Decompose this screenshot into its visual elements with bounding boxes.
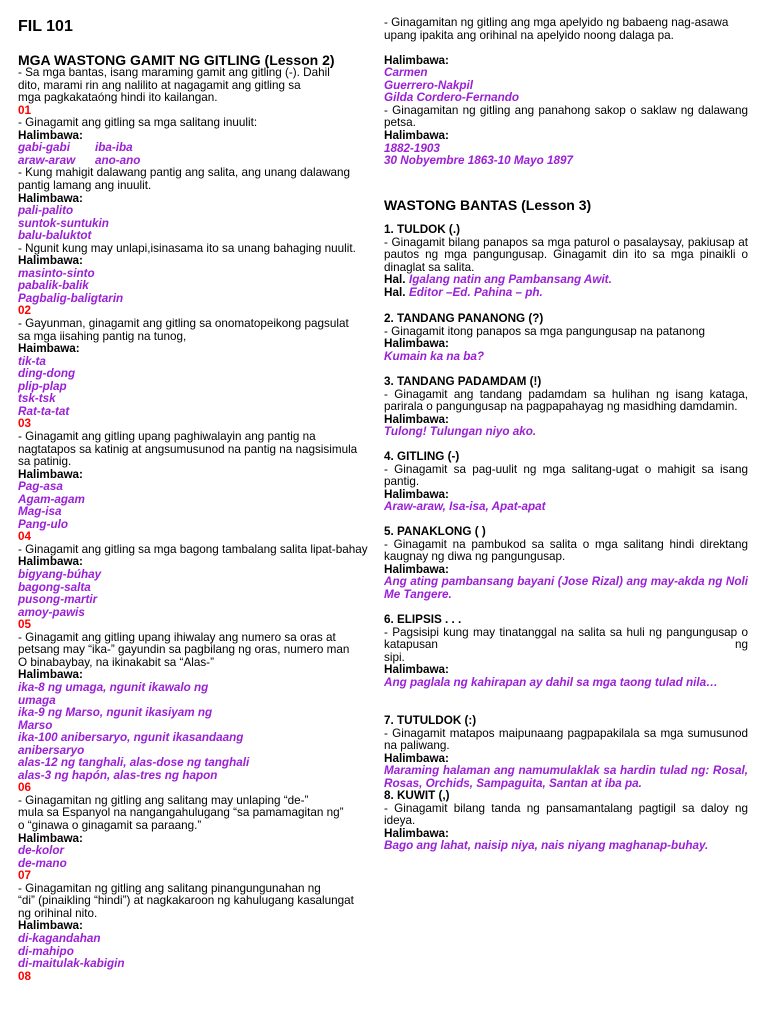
example-item: anibersaryo bbox=[18, 743, 85, 757]
example-item: de-kolor bbox=[18, 844, 65, 858]
example-item: Mag-isa bbox=[18, 505, 62, 519]
lesson2-title: MGA WASTONG GAMIT NG GITLING (Lesson 2) bbox=[18, 52, 335, 68]
example-label: Hal. bbox=[384, 285, 406, 299]
example-item: Tulong! Tulungan niyo ako. bbox=[384, 425, 537, 439]
example-item: bagong-salta bbox=[18, 580, 91, 594]
example-item: ding-dong bbox=[18, 367, 76, 381]
example-label: Haimbawa: bbox=[18, 342, 80, 356]
rule-description: - Ginagamit ang gitling upang ihiwalay ang numero sa oras at bbox=[18, 630, 336, 644]
example-label: Hal. bbox=[384, 273, 406, 287]
example-item: Ang ating pambansang bayani (Jose Rizal) ang may-akda ng Noli bbox=[384, 576, 748, 589]
example-label: Halimbawa: bbox=[384, 751, 449, 765]
lesson3-title: WASTONG BANTAS (Lesson 3) bbox=[384, 197, 592, 213]
example-label: Halimbawa: bbox=[18, 555, 83, 569]
example-item: 1882-1903 bbox=[384, 141, 440, 155]
section-heading: 8. KUWIT (,) bbox=[384, 789, 450, 802]
rule-description: nagtatapos sa katinig at angsumusunod na pantig na nagsisimula bbox=[18, 442, 358, 456]
example-label: Halimbawa: bbox=[384, 412, 449, 426]
example-label: Halimbawa: bbox=[18, 191, 83, 205]
rule-description: - Ginagamitan ng gitling ang mga apelyido ng babaeng nag-asawa bbox=[384, 16, 729, 29]
rule-description: - Ngunit kung may unlapi,isinasama ito sa unang bahaging nuulit. bbox=[18, 241, 356, 255]
example-item: masinto-sinto bbox=[18, 266, 95, 280]
example-item: suntok-suntukin bbox=[18, 216, 109, 230]
example-label: Halimbawa: bbox=[18, 254, 83, 268]
intro-text: - Sa mga bantas, isang maraming gamit ang gitling (-). Dahil bbox=[18, 66, 330, 79]
rule-number: 06 bbox=[18, 781, 32, 795]
example-label: Halimbawa: bbox=[384, 53, 449, 67]
example-label: Halimbawa: bbox=[18, 919, 83, 933]
section-description: - Ginagamit bilang tanda ng pansamantalang pagtigil sa daloy ng bbox=[384, 802, 748, 815]
section-heading: 2. TANDANG PANANONG (?) bbox=[384, 312, 544, 325]
rule-description: pantig lamang ang inuulit. bbox=[18, 178, 152, 192]
section-description: - Ginagamit bilang panapos sa mga paturol o pasalaysay, pakiusap at bbox=[384, 236, 748, 249]
section-description: katapusan ng bbox=[384, 639, 748, 652]
example-item: tsk-tsk bbox=[18, 392, 56, 406]
example-item: pali-palito bbox=[18, 204, 74, 218]
example-item: 30 Nobyembre 1863-10 Mayo 1897 bbox=[384, 154, 574, 168]
section-description: na paliwang. bbox=[384, 739, 450, 753]
example-item: balu-baluktot bbox=[18, 229, 92, 243]
section-heading: 6. ELIPSIS . . . bbox=[384, 613, 462, 626]
rule-description: - Ginagamitan ng gitling ang salitang pinangungunahan ng bbox=[18, 881, 321, 895]
example-item: plip-plap bbox=[18, 379, 67, 393]
section-description: - Ginagamit matapos maipunaang pagpapakilala sa mga sumusunod bbox=[384, 727, 748, 740]
example-item: Guerrero-Nakpil bbox=[384, 78, 473, 92]
example-item: Marso bbox=[18, 718, 53, 732]
example-item: iba-iba bbox=[95, 141, 133, 155]
example-item: Pag-asa bbox=[18, 480, 63, 494]
section-description: sipi. bbox=[384, 650, 405, 664]
rule-description: - Kung mahigit dalawang pantig ang salita, ang unang dalawang bbox=[18, 166, 351, 180]
example-label: Halimbawa: bbox=[384, 826, 449, 840]
rule-number: 07 bbox=[18, 869, 32, 883]
section-heading: 3. TANDANG PADAMDAM (!) bbox=[384, 375, 542, 388]
example-item: Maraming halaman ang namumulaklak sa hardin tulad ng: Rosal, bbox=[384, 765, 748, 778]
example-item: Pang-ulo bbox=[18, 517, 68, 531]
course-code: FIL 101 bbox=[18, 18, 73, 35]
example-item: di-maitulak-kabigin bbox=[18, 957, 125, 971]
example-label: Halimbawa: bbox=[18, 128, 83, 142]
example-item: Araw-araw, Isa-isa, Apat-apat bbox=[384, 500, 546, 514]
rule-description: sa patinig. bbox=[18, 455, 72, 469]
example-item: alas-3 ng hapón, alas-tres ng hapon bbox=[18, 768, 218, 782]
example-item: gabi-gabi bbox=[18, 141, 70, 155]
example-item: bigyang-búhay bbox=[18, 568, 102, 581]
intro-text: dito, marami rin ang nalilito at nagagamit ang gitling sa bbox=[18, 78, 301, 92]
rule-description: - Ginagamit ang gitling sa mga salitang inuulit: bbox=[18, 116, 258, 130]
example-label: Halimbawa: bbox=[18, 467, 83, 481]
section-description: dinaglat sa salita. bbox=[384, 260, 475, 274]
example-item: Carmen bbox=[384, 66, 428, 80]
example-item: Rat-ta-tat bbox=[18, 404, 70, 418]
example-item: Pagbalig-baligtarin bbox=[18, 291, 124, 305]
rule-description: ng orihinal nito. bbox=[18, 906, 98, 920]
section-description: kaugnay ng diwa ng pangungusap. bbox=[384, 550, 566, 564]
rule-number: 02 bbox=[18, 304, 32, 318]
example-item: araw-araw bbox=[18, 153, 76, 167]
section-description: parirala o pangungusap na pagpapahayag ng masidhing damdamin. bbox=[384, 400, 738, 414]
example-item: Igalang natin ang Pambansang Awit. bbox=[409, 273, 612, 287]
section-description: - Ginagamit na pambukod sa salita o mga salitang hindi direktang bbox=[384, 538, 748, 551]
section-description: pautos ng mga pangungusap. Ginagamit din ito sa mga pinaikli o bbox=[384, 249, 748, 262]
example-label: Halimbawa: bbox=[384, 487, 449, 501]
rule-description: - Ginagamit ang gitling upang paghiwalayin ang pantig na bbox=[18, 429, 316, 443]
example-item: tik-ta bbox=[18, 354, 46, 368]
rule-description: - Ginagamitan ng gitling ang panahong sakop o saklaw ng dalawang bbox=[384, 104, 748, 117]
rule-description: mula sa Espanyol na nangangahulugang “sa pamamagitan ng” bbox=[18, 806, 344, 820]
example-item: ika-8 ng umaga, ngunit ikawalo ng bbox=[18, 680, 209, 694]
rule-description: petsang may “ika-” gayundin sa pagbilang ng oras, numero man bbox=[18, 643, 350, 657]
section-heading: 1. TULDOK (.) bbox=[384, 223, 460, 236]
example-item: Ang paglala ng kahirapan ay dahil sa mga taong tulad nila… bbox=[384, 675, 718, 689]
example-item: ano-ano bbox=[95, 153, 141, 167]
section-description: ideya. bbox=[384, 814, 416, 828]
rule-description: o “ginawa o ginagamit sa paraang.” bbox=[18, 819, 202, 832]
rule-description: - Gayunman, ginagamit ang gitling sa onomatopeikong pagsulat bbox=[18, 317, 349, 330]
intro-text: mga pagkakataóng hindi ito kailangan. bbox=[18, 91, 218, 105]
rule-number: 04 bbox=[18, 530, 32, 544]
example-item: umaga bbox=[18, 693, 56, 707]
rule-description: - Ginagamitan ng gitling ang salitang may unlaping “de-” bbox=[18, 793, 309, 807]
example-item: ika-9 ng Marso, ngunit ikasiyam ng bbox=[18, 706, 213, 720]
section-heading: 5. PANAKLONG ( ) bbox=[384, 525, 486, 538]
example-item: di-kagandahan bbox=[18, 931, 101, 945]
rule-number: 01 bbox=[18, 103, 32, 117]
example-item: Editor –Ed. Pahina – ph. bbox=[409, 285, 543, 299]
rule-description: - Ginagamit ang gitling sa mga bagong tambalang salita lipat-bahay bbox=[18, 542, 368, 556]
example-label: Halimbawa: bbox=[384, 562, 449, 576]
example-label: Halimbawa: bbox=[18, 668, 83, 682]
rule-number: 05 bbox=[18, 618, 32, 632]
rule-description: “di” (pinaikling “hindi”) at nagkakaroon ng kahulugang kasalungat bbox=[18, 894, 354, 908]
section-heading: 7. TUTULDOK (:) bbox=[384, 714, 477, 727]
example-item: Bago ang lahat, naisip niya, nais niyang maghanap-buhay. bbox=[384, 839, 709, 853]
section-description: pantig. bbox=[384, 475, 420, 489]
example-label: Halimbawa: bbox=[384, 337, 449, 351]
example-item: amoy-pawis bbox=[18, 605, 85, 619]
rule-description: upang ipakita ang orihinal na apelyido noong dalaga pa. bbox=[384, 28, 674, 42]
example-item: Kumain ka na ba? bbox=[384, 349, 485, 363]
rule-description: sa mga iisahing pantig na tunog, bbox=[18, 329, 187, 343]
example-label: Halimbawa: bbox=[384, 663, 449, 677]
rule-number: 03 bbox=[18, 417, 32, 431]
rule-description: O binabaybay, na ikinakabit sa “Alas-” bbox=[18, 655, 214, 669]
example-item: de-mano bbox=[18, 856, 67, 870]
section-heading: 4. GITLING (-) bbox=[384, 450, 460, 463]
example-item: pabalik-balik bbox=[18, 279, 89, 293]
example-item: pusong-martir bbox=[18, 593, 98, 607]
section-description: - Ginagamit sa pag-uulit ng mga salitang-ugat o mahigit sa isang bbox=[384, 463, 748, 476]
section-description: - Pagsisipi kung may tinatanggal na salita sa huli ng pangungusap o bbox=[384, 626, 748, 639]
rule-description: petsa. bbox=[384, 116, 416, 130]
example-item: ika-100 anibersaryo, ngunit ikasandaang bbox=[18, 731, 244, 745]
example-item: Rosas, Orchids, Sampaguita, Santan at iba pa. bbox=[384, 776, 642, 790]
section-description: - Ginagamit itong panapos sa mga pangungusap na patanong bbox=[384, 324, 705, 338]
example-item: di-mahipo bbox=[18, 944, 74, 958]
example-item: Gilda Cordero-Fernando bbox=[384, 91, 520, 105]
rule-number: 08 bbox=[18, 969, 32, 983]
example-item: Me Tangere. bbox=[384, 587, 452, 601]
example-item: Agam-agam bbox=[18, 492, 85, 506]
section-description: - Ginagamit ang tandang padamdam sa hulihan ng isang kataga, bbox=[384, 388, 748, 401]
example-item: alas-12 ng tanghali, alas-dose ng tanghali bbox=[18, 756, 250, 770]
example-label: Halimbawa: bbox=[18, 831, 83, 845]
example-label: Halimbawa: bbox=[384, 128, 449, 142]
